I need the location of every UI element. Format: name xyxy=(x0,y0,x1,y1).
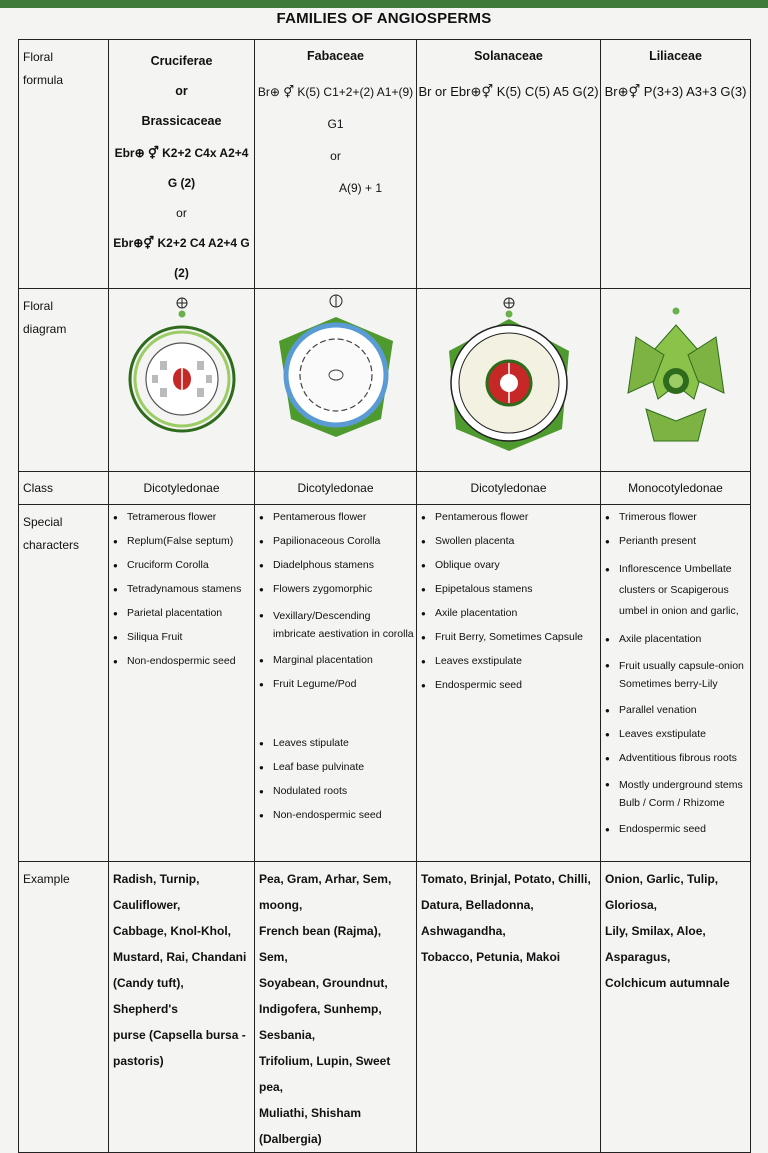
list-item: ● Leaves exstipulate xyxy=(605,728,748,741)
row-label-class: Class xyxy=(19,472,109,505)
row-label-special xyxy=(19,505,109,862)
list-item: ● Fruit usually capsule-onion Sometimes berry-Lily xyxy=(605,657,748,693)
row-label-example: Example xyxy=(19,862,109,1153)
class-liliaceae: Monocotyledonae xyxy=(601,472,751,505)
list-item: ● Non-endospermic seed xyxy=(259,809,414,822)
formula-line: Ebr⊕ ⚥ K2+2 C4x A2+4 G (2) xyxy=(114,146,249,190)
family-name-or: or xyxy=(175,84,188,98)
example-line: Onion, Garlic, Tulip, Gloriosa, xyxy=(605,872,719,912)
page-title: FAMILIES OF ANGIOSPERMS xyxy=(276,10,492,27)
families-table xyxy=(18,39,751,1153)
label-line: Floral xyxy=(23,299,54,313)
list-item: ● Fruit Legume/Pod xyxy=(259,678,414,691)
class-solanaceae: Dicotyledonae xyxy=(417,472,601,505)
example-line: Cabbage, Knol-Khol, xyxy=(113,924,231,938)
characters-list xyxy=(255,505,416,822)
floral-formula xyxy=(109,138,254,288)
solanaceae-floral-diagram xyxy=(424,289,594,467)
liliaceae-examples xyxy=(601,862,751,1153)
fabaceae-examples xyxy=(255,862,417,1153)
floral-formula xyxy=(255,76,416,204)
list-item: ● Papilionaceous Corolla xyxy=(259,535,414,548)
example-line: French bean (Rajma), Sem, xyxy=(259,924,382,964)
list-item: ● Leaf base pulvinate xyxy=(259,761,414,774)
characters-list xyxy=(417,505,600,692)
formula-or: or xyxy=(176,206,187,220)
example-line: Indigofera, Sunhemp, Sesbania, xyxy=(259,1002,382,1042)
label-line: Special xyxy=(23,515,63,529)
top-green-bar xyxy=(0,0,768,8)
list-item: ● Trimerous flower xyxy=(605,511,748,524)
characters-row xyxy=(19,505,751,862)
list-item: ● Cruciform Corolla xyxy=(113,559,252,572)
cruciferae-examples xyxy=(109,862,255,1153)
list-item: ● Tetramerous flower xyxy=(113,511,252,524)
diagram-row xyxy=(19,289,751,472)
list-item: ● Tetradynamous stamens xyxy=(113,583,252,596)
class-cruciferae: Dicotyledonae xyxy=(109,472,255,505)
list-item: ● Oblique ovary xyxy=(421,559,598,572)
example-line: Tomato, Brinjal, Potato, Chilli, xyxy=(421,872,591,886)
liliaceae-floral-diagram xyxy=(606,289,746,467)
label-line: formula xyxy=(23,73,64,87)
family-name-alt: Brassicaceae xyxy=(141,114,222,128)
list-item: ● Swollen placenta xyxy=(421,535,598,548)
liliaceae-characters-cell xyxy=(601,505,751,862)
list-item: ● Endospermic seed xyxy=(605,823,748,836)
formula-line: A(9) + 1 xyxy=(338,181,382,195)
list-item: ● Epipetalous stamens xyxy=(421,583,598,596)
list-item: ● Parallel venation xyxy=(605,704,748,717)
list-item: ● Adventitious fibrous roots xyxy=(605,752,748,765)
list-item: ● Pentamerous flower xyxy=(421,511,598,524)
list-item: ● Non-endospermic seed xyxy=(113,655,252,668)
liliaceae-formula-cell xyxy=(601,40,751,289)
solanaceae-formula-cell xyxy=(417,40,601,289)
row-label-diagram xyxy=(19,289,109,472)
list-item: ● Replum(False septum) xyxy=(113,535,252,548)
cruciferae-formula-cell xyxy=(109,40,255,289)
example-line: Trifolium, Lupin, Sweet pea, xyxy=(259,1054,391,1094)
example-line: Mustard, Rai, Chandani xyxy=(113,950,247,964)
fabaceae-diagram-cell xyxy=(255,289,417,472)
example-line: (Candy tuft), Shepherd's xyxy=(113,976,184,1016)
list-item: ● Parietal placentation xyxy=(113,607,252,620)
family-header-liliaceae: Liliaceae xyxy=(649,49,702,63)
example-line: purse (Capsella bursa - xyxy=(113,1028,246,1042)
formula-line: Br⊕ ⚥ K(5) C1+2+(2) A1+(9) G1 xyxy=(257,85,414,131)
floral-formula xyxy=(417,76,600,108)
cruciferae-diagram-cell xyxy=(109,289,255,472)
family-header-cruciferae xyxy=(109,40,254,136)
family-header-fabaceae: Fabaceae xyxy=(307,49,364,63)
list-item: ● Diadelphous stamens xyxy=(259,559,414,572)
list-item: ● Vexillary/Descending imbricate aestivation in corolla xyxy=(259,607,414,643)
example-line: Lily, Smilax, Aloe, Asparagus, xyxy=(605,924,706,964)
class-fabaceae: Dicotyledonae xyxy=(255,472,417,505)
example-line: pastoris) xyxy=(113,1054,164,1068)
fabaceae-floral-diagram xyxy=(261,289,411,467)
list-item: ● Axile placentation xyxy=(605,633,748,646)
liliaceae-diagram-cell xyxy=(601,289,751,472)
example-line: Soyabean, Groundnut, xyxy=(259,976,388,990)
solanaceae-characters-cell xyxy=(417,505,601,862)
list-item: ● Inflorescence Umbellate clusters or Scapigerous umbel in onion and garlic, xyxy=(605,559,748,622)
example-row xyxy=(19,862,751,1153)
example-line: Muliathi, Shisham (Dalbergia) xyxy=(259,1106,362,1146)
list-item: ● Axile placentation xyxy=(421,607,598,620)
example-line: Colchicum autumnale xyxy=(605,976,730,990)
solanaceae-examples xyxy=(417,862,601,1153)
label-line: characters xyxy=(23,538,80,552)
list-item: ● Siliqua Fruit xyxy=(113,631,252,644)
label-line: diagram xyxy=(23,322,67,336)
example-line: Radish, Turnip, Cauliflower, xyxy=(113,872,200,912)
list-item: ● Pentamerous flower xyxy=(259,511,414,524)
formula-line: Br or Ebr⊕⚥ K(5) C(5) A5 G(2) xyxy=(418,84,599,99)
list-item: ● Flowers zygomorphic xyxy=(259,583,414,596)
list-item: ● Perianth present xyxy=(605,535,748,548)
fabaceae-characters-cell xyxy=(255,505,417,862)
formula-or: or xyxy=(330,149,341,163)
label-line: Floral xyxy=(23,50,54,64)
list-item: ● Fruit Berry, Sometimes Capsule xyxy=(421,631,598,644)
list-item: ● Marginal placentation xyxy=(259,654,414,667)
list-item: ● Leaves stipulate xyxy=(259,737,414,750)
formula-row xyxy=(19,40,751,289)
family-name: Cruciferae xyxy=(150,54,213,68)
formula-line: Br⊕⚥ P(3+3) A3+3 G(3) xyxy=(604,84,747,99)
example-line: Tobacco, Petunia, Makoi xyxy=(421,950,561,964)
fabaceae-formula-cell xyxy=(255,40,417,289)
list-item: ● Mostly underground stems Bulb / Corm / Rhizome xyxy=(605,776,748,812)
formula-line: Ebr⊕⚥ K2+2 C4 A2+4 G (2) xyxy=(113,236,250,280)
example-line: Pea, Gram, Arhar, Sem, moong, xyxy=(259,872,392,912)
cruciferae-floral-diagram xyxy=(112,289,252,467)
characters-list xyxy=(601,505,750,836)
list-item: ● Endospermic seed xyxy=(421,679,598,692)
floral-formula xyxy=(601,76,750,108)
class-row xyxy=(19,472,751,505)
example-line: Datura, Belladonna, Ashwagandha, xyxy=(421,898,534,938)
list-item: ● Leaves exstipulate xyxy=(421,655,598,668)
list-item: ● Nodulated roots xyxy=(259,785,414,798)
characters-list xyxy=(109,505,254,668)
family-header-solanaceae: Solanaceae xyxy=(474,49,543,63)
solanaceae-diagram-cell xyxy=(417,289,601,472)
row-label-formula xyxy=(19,40,109,289)
cruciferae-characters-cell xyxy=(109,505,255,862)
